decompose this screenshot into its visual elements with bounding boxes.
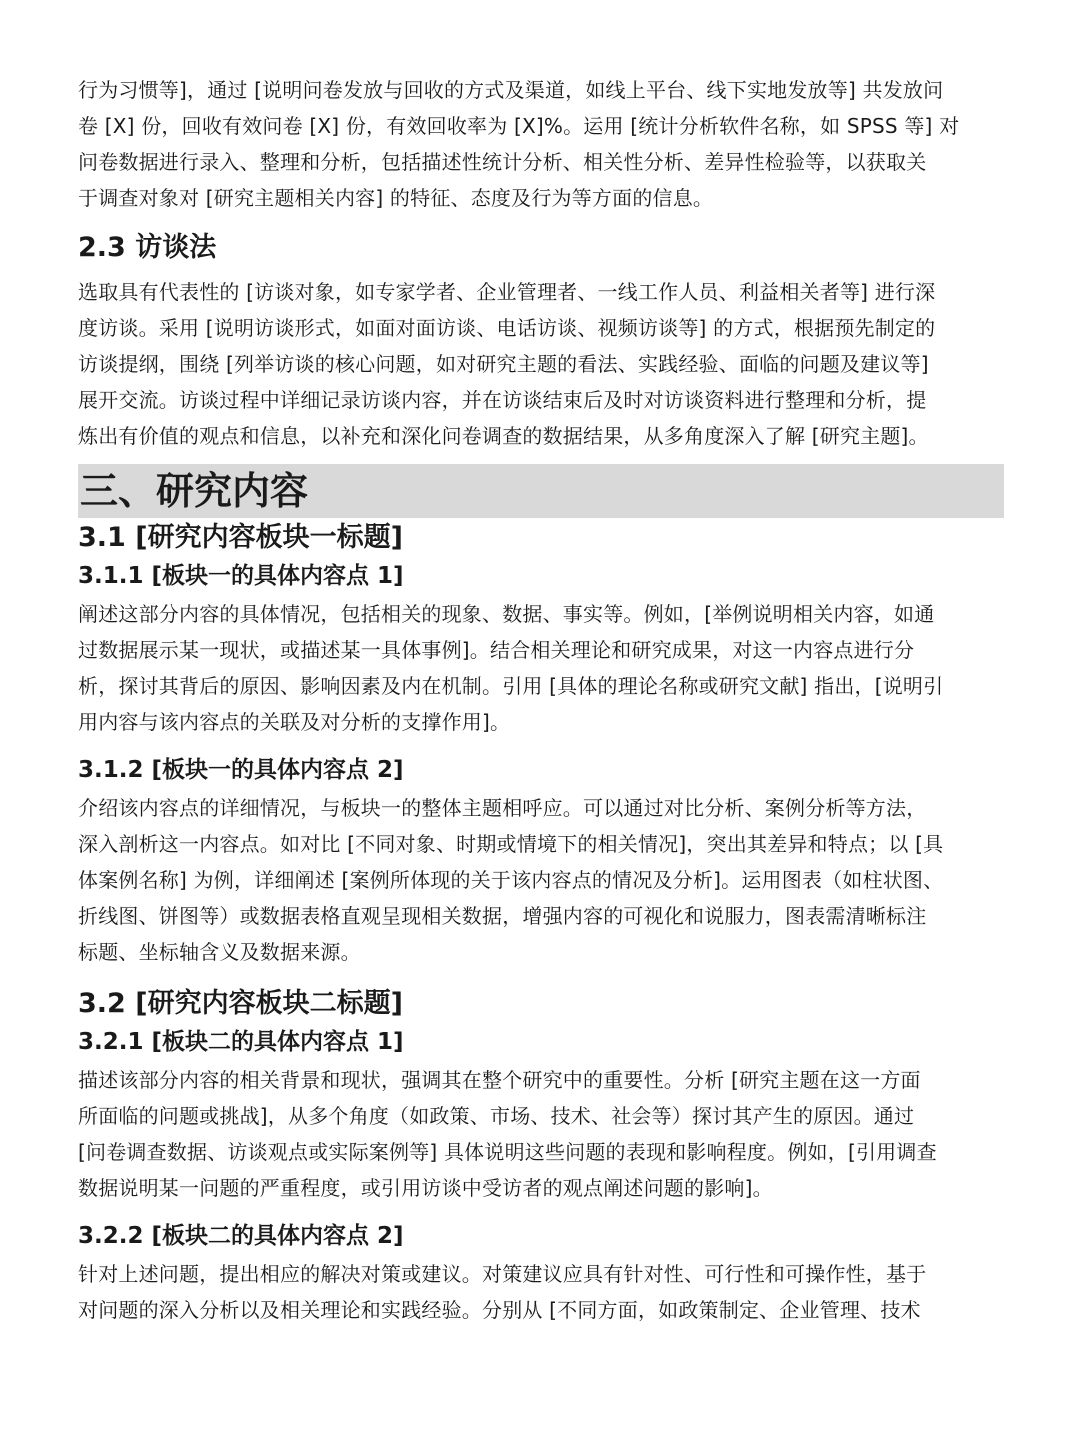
text-line: 介绍该内容点的详细情况，与板块一的整体主题相呼应。可以通过对比分析、案例分析等方法， bbox=[78, 796, 927, 820]
heading-3-1-2: 3.1.2 [板块一的具体内容点 2] bbox=[78, 757, 404, 783]
chapter-3-heading: 三、研究内容 bbox=[78, 464, 1004, 518]
text-line: 炼出有价值的观点和信息，以补充和深化问卷调查的数据结果，从多角度深入了解 [研究主题]。 bbox=[78, 424, 929, 448]
text-line: 行为习惯等]，通过 [说明问卷发放与回收的方式及渠道，如线上平台、线下实地发放等] 共发放问 bbox=[78, 78, 944, 102]
heading-3-1: 3.1 [研究内容板块一标题] bbox=[78, 522, 403, 553]
text-line: 问卷数据进行录入、整理和分析，包括描述性统计分析、相关性分析、差异性检验等，以获取关 bbox=[78, 150, 927, 174]
text-line: [问卷调查数据、访谈观点或实际案例等] 具体说明这些问题的表现和影响程度。例如，[引用调查 bbox=[78, 1140, 937, 1164]
text-line: 卷 [X] 份，回收有效问卷 [X] 份，有效回收率为 [X]%。运用 [统计分析软件名称，如 SPSS 等] 对 bbox=[78, 114, 960, 138]
text-line: 所面临的问题或挑战]，从多个角度（如政策、市场、技术、社会等）探讨其产生的原因。通过 bbox=[78, 1104, 915, 1128]
paragraph-3-2-2 bbox=[78, 1256, 1004, 1328]
paragraph-3-2-1 bbox=[78, 1062, 1004, 1206]
text-line: 析，探讨其背后的原因、影响因素及内在机制。引用 [具体的理论名称或研究文献] 指出，[说明引 bbox=[78, 674, 944, 698]
text-line: 过数据展示某一现状，或描述某一具体事例]。结合相关理论和研究成果，对这一内容点进行分 bbox=[78, 638, 915, 662]
text-line: 访谈提纲，围绕 [列举访谈的核心问题，如对研究主题的看法、实践经验、面临的问题及建议等] bbox=[78, 352, 929, 376]
text-line: 深入剖析这一内容点。如对比 [不同对象、时期或情境下的相关情况]，突出其差异和特点；以 [具 bbox=[78, 832, 944, 856]
paragraph-3-1-2 bbox=[78, 790, 1004, 970]
text-line: 体案例名称] 为例，详细阐述 [案例所体现的关于该内容点的情况及分析]。运用图表（如柱状图、 bbox=[78, 868, 944, 892]
text-line: 于调查对象对 [研究主题相关内容] 的特征、态度及行为等方面的信息。 bbox=[78, 186, 714, 210]
text-line: 描述该部分内容的相关背景和现状，强调其在整个研究中的重要性。分析 [研究主题在这一方面 bbox=[78, 1068, 921, 1092]
text-line: 选取具有代表性的 [访谈对象，如专家学者、企业管理者、一线工作人员、利益相关者等] 进行深 bbox=[78, 280, 936, 304]
heading-2-3: 2.3 访谈法 bbox=[78, 232, 217, 263]
heading-3-2-1: 3.2.1 [板块二的具体内容点 1] bbox=[78, 1029, 404, 1055]
heading-3-2: 3.2 [研究内容板块二标题] bbox=[78, 988, 403, 1019]
document-page bbox=[78, 72, 1004, 1328]
text-line: 用内容与该内容点的关联及对分析的支撑作用]。 bbox=[78, 710, 511, 734]
text-line: 阐述这部分内容的具体情况，包括相关的现象、数据、事实等。例如，[举例说明相关内容，如通 bbox=[78, 602, 935, 626]
text-line: 度访谈。采用 [说明访谈形式，如面对面访谈、电话访谈、视频访谈等] 的方式，根据预先制定的 bbox=[78, 316, 936, 340]
paragraph-questionnaire-tail bbox=[78, 72, 1004, 216]
text-line: 标题、坐标轴含义及数据来源。 bbox=[78, 940, 361, 964]
text-line: 针对上述问题，提出相应的解决对策或建议。对策建议应具有针对性、可行性和可操作性，基于 bbox=[78, 1262, 927, 1286]
text-line: 数据说明某一问题的严重程度，或引用访谈中受访者的观点阐述问题的影响]。 bbox=[78, 1176, 773, 1200]
text-line: 展开交流。访谈过程中详细记录访谈内容，并在访谈结束后及时对访谈资料进行整理和分析，提 bbox=[78, 388, 927, 412]
paragraph-interview-method bbox=[78, 274, 1004, 454]
text-line: 对问题的深入分析以及相关理论和实践经验。分别从 [不同方面，如政策制定、企业管理、技术 bbox=[78, 1298, 921, 1322]
text-line: 折线图、饼图等）或数据表格直观呈现相关数据，增强内容的可视化和说服力，图表需清晰标注 bbox=[78, 904, 927, 928]
heading-3-2-2: 3.2.2 [板块二的具体内容点 2] bbox=[78, 1223, 404, 1249]
paragraph-3-1-1 bbox=[78, 596, 1004, 740]
heading-3-1-1: 3.1.1 [板块一的具体内容点 1] bbox=[78, 563, 404, 589]
